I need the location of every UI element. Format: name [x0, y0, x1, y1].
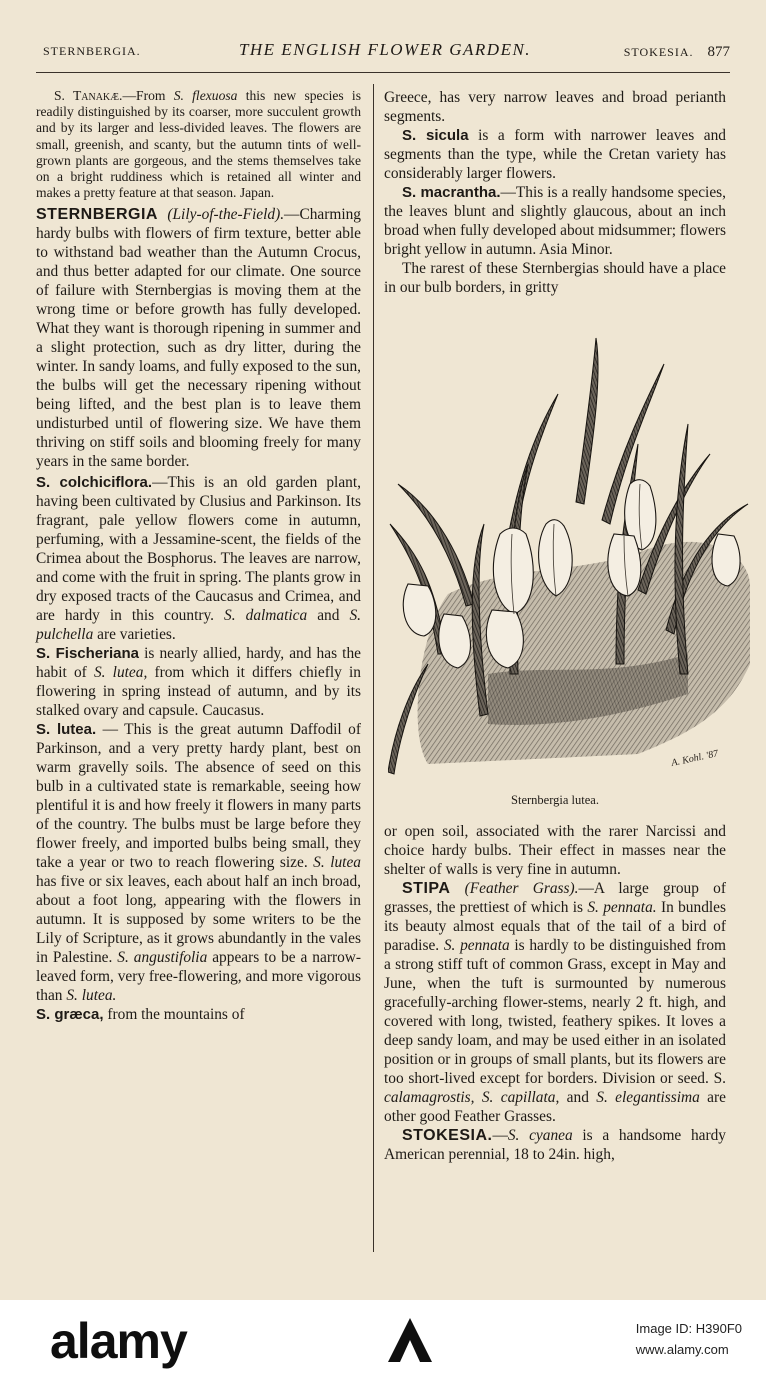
alamy-logo: alamy: [50, 1313, 187, 1369]
running-header: [40, 40, 730, 66]
header-rule: [36, 72, 730, 73]
paragraph-tanakae: S. Tanakæ.—From S. flexuosa this new species is readily distinguished by its coarser, more succulent growth and by its larger and less-divided leaves. The flowers are small, greenish, and scanty, but the autumn tints of well-grown plants are gorgeous, and the stems themselves take on a bright ruddiness which is retained all winter and makes a pretty feature at that season. Japan.: [36, 88, 362, 201]
header-title: THE ENGLISH FLOWER GARDEN.: [238, 40, 532, 59]
paragraph-fischeriana: S. Fischeriana is nearly allied, hardy, and has the habit of S. lutea, from which it differs chiefly in flowering in spring instead of autumn, and by its stalked ovary and capsule. Caucasus.: [36, 645, 362, 720]
alamy-a-icon: [384, 1314, 436, 1366]
paragraph-open-soil: or open soil, associated with the rarer Narcissi and choice hardy bulbs. Their effect in masses near the shelter of walls is very fine in autumn.: [384, 823, 726, 878]
header-right: STOKESIA. 877: [623, 44, 730, 60]
paragraph-stokesia: STOKESIA.—S. cyanea is a handsome hardy American perennial, 18 to 24in. high,: [384, 1127, 726, 1163]
paragraph-colchiciflora: S. colchiciflora.—This is an old garden plant, having been cultivated by Clusius and Parkinson. Its fragrant, pale yellow flowers come in autumn, perfuming, with a Jessamine-scent, the fields of the Crimea about the Bosphorus. The leaves are narrow, and come with the fruit in spring. The plants grow in dry exposed tracts of the Caucasus and Crimea, and are hardy in this country. S. dalmatica and S. pulchella are varieties.: [36, 474, 362, 644]
column-divider: [373, 84, 374, 1252]
stock-footer: [0, 1300, 766, 1390]
left-column: [36, 88, 361, 1024]
paragraph-rarest: The rarest of these Sternbergias should have a place in our bulb borders, in gritty: [384, 260, 726, 296]
paragraph-sternbergia: STERNBERGIA (Lily-of-the-Field).—Charming hardy bulbs with flowers of firm texture, better able to withstand bad weather than the Autumn Crocus, and thus better adapted for our climate. One source of failure with Sternbergias is moving them at the wrong time or before growth has fully developed. What they want is thorough ripening in summer and a slight protection, such as dry litter, during the winter. In sandy loams, and fully exposed to the sun, the bulbs will get the necessary ripening without being lifted, and the best plan is to leave them undisturbed until of flowering size. We have them thriving on stiff soils and blooming freely for many years in the same border.: [36, 206, 361, 471]
paragraph-graeca: S. græca, from the mountains of: [36, 1006, 245, 1024]
site-url: www.alamy.com: [635, 1342, 729, 1357]
image-id: Image ID: H390F0: [635, 1321, 742, 1336]
figure-caption: Sternbergia lutea.: [511, 793, 599, 807]
engraver-signature: A. Kohl. '87: [670, 748, 720, 769]
image-ids: [636, 1318, 742, 1360]
paragraph-stipa: STIPA (Feather Grass).—A large group of grasses, the prettiest of which is S. pennata. In bundles its beauty almost equals that of the tail of a bird of paradise. S. pennata is hardly to be distinguished from a strong stiff tuft of common Grass, except in May and June, when the tuft is surmounted by numerous gracefully-arching flower-stems, nearly 2 ft. high, and covered with long, twisted, feathery spikes. It loves a deep sandy loam, and may be used either in an isolated position or in groups of small plants, but its flowers are too short-lived except for borders. Division or seed. S. calamagrostis, S. capillata, and S. elegantissima are other good Feather Grasses.: [384, 880, 726, 1125]
header-left: STERNBERGIA.: [43, 44, 141, 58]
paragraph-graeca-cont: Greece, has very narrow leaves and broad perianth segments.: [384, 89, 726, 125]
right-column-bottom: [384, 822, 726, 1164]
paragraph-macrantha: S. macrantha.—This is a really handsome species, the leaves blunt and slightly glaucous, about an inch broad when fully developed about midsummer; flowers bright yellow in autumn. Asia Minor.: [384, 184, 726, 258]
right-column-top: [384, 88, 726, 297]
sternbergia-engraving-icon: [388, 334, 750, 784]
paragraph-sicula: S. sicula is a form with narrower leaves and segments than the type, while the Cretan variety has considerably larger flowers.: [384, 127, 727, 182]
paragraph-lutea: S. lutea. — This is the great autumn Daffodil of Parkinson, and a very pretty hardy plant, best on warm gravelly soils. The absence of seed on this bulb in a cultivated state is remarkable, seeing how plentiful it is and how freely it flowers in many parts of the country. The bulbs must be large before they flower freely, and imported bulbs being small, they take a year or two to reach flowering size. S. lutea has five or six leaves, each about half an inch broad, about a foot long, appearing with the flowers in autumn. It is supposed by some writers to be the Lily of Scripture, as it grows abundantly in the vales in Palestine. S. angustifolia appears to be a narrow-leaved form, very free-flowering, and more vigorous than S. lutea.: [36, 721, 362, 1005]
page-number: 877: [707, 44, 730, 60]
entry-heading: STERNBERGIA: [36, 206, 158, 224]
